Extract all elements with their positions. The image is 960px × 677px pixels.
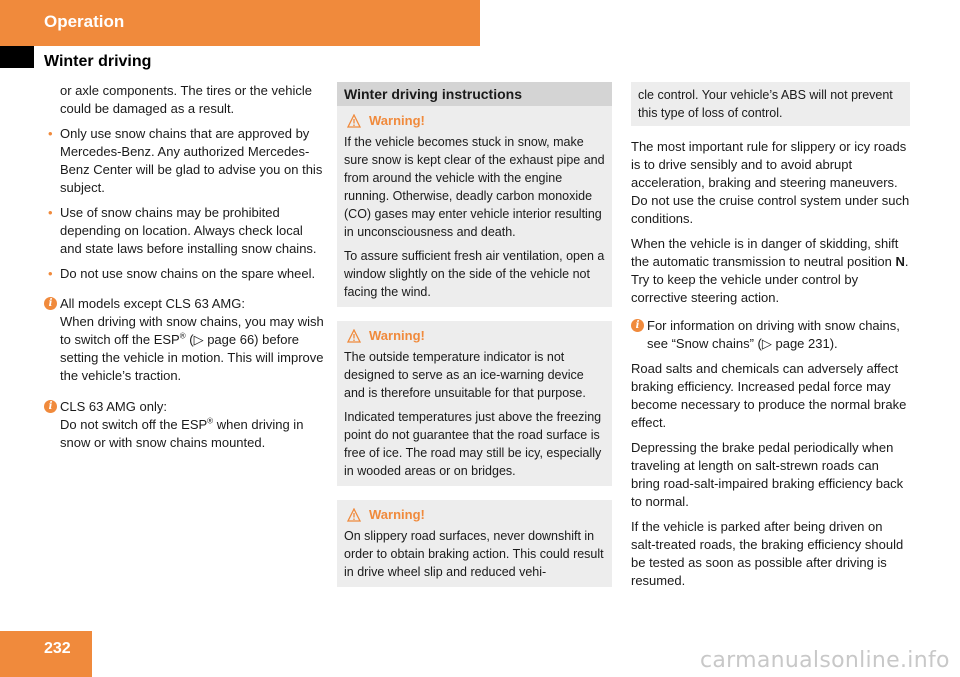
box-title: Winter driving instructions — [337, 82, 612, 106]
warning-label: Warning! — [369, 507, 425, 522]
page-number: 232 — [44, 640, 71, 657]
bullet-item: • Use of snow chains may be prohibited depending on location. Always check local and state laws before installing snow chains. — [48, 205, 317, 256]
chapter-title: Operation — [44, 12, 125, 31]
column-middle — [337, 82, 612, 601]
bullet-dot-icon: • — [48, 126, 53, 141]
warning-text: To assure sufficient fresh air ventilation, open a window slightly on the side of the vehicle not facing the wind. — [344, 249, 605, 299]
paragraph: The most important rule for slippery or icy roads is to drive sensibly and to avoid abrupt acceleration, braking and steering maneuvers. Do not use the cruise control system under such conditions. — [631, 139, 910, 226]
paragraph: Road salts and chemicals can adversely affect braking efficiency. Increased pedal force may become necessary to produce the normal brake effect. — [631, 361, 907, 430]
warning-box — [337, 500, 612, 587]
warning-box — [337, 106, 612, 307]
column-left — [44, 82, 326, 459]
info-icon: i — [44, 400, 57, 413]
warning-continued: cle control. Your vehicle’s ABS will not prevent this type of loss of control. — [631, 82, 910, 126]
section-marker — [0, 46, 34, 68]
paragraph: If the vehicle is parked after being driven on salt-treated roads, the braking efficiency should be tested as soon as possible after driving is resumed. — [631, 519, 904, 588]
warning-text: The outside temperature indicator is not designed to serve as an ice-warning device and is therefore unsuitable for that purpose. — [344, 350, 586, 400]
paragraph: When the vehicle is in danger of skidding, shift the automatic transmission to neutral position N. Try to keep the vehicle under control by corrective steering action. — [631, 236, 909, 305]
intro-text: or axle components. The tires or the vehicle could be damaged as a result. — [60, 83, 312, 116]
warning-text: If the vehicle becomes stuck in snow, make sure snow is kept clear of the exhaust pipe and from around the vehicle with the engine running. Otherwise, deadly carbon monoxide (CO) gases may enter vehicle interior resulting in unconsciousness and death. — [344, 135, 605, 239]
warning-text: On slippery road surfaces, never downshift in order to obtain braking action. This could result in drive wheel slip and reduced vehi- — [344, 529, 604, 579]
bullet-dot-icon: • — [48, 205, 53, 220]
bullet-item: • Do not use snow chains on the spare wheel. — [48, 266, 316, 281]
warning-text: Indicated temperatures just above the freezing point do not guarantee that the road surface is free of ice. The road may still be icy, especially in wooded areas or on bridges. — [344, 410, 602, 478]
info-note: i CLS 63 AMG only: Do not switch off the ESP® when driving in snow or with snow chains mounted. — [44, 398, 326, 452]
section-title: Winter driving — [44, 53, 152, 70]
warning-label: Warning! — [369, 113, 425, 128]
bullet-dot-icon: • — [48, 266, 53, 281]
warning-triangle-icon — [347, 508, 361, 522]
page-reference[interactable]: (▷ page 66) — [189, 332, 259, 347]
info-note: i All models except CLS 63 AMG: When driving with snow chains, you may wish to switch off the ESP® (▷ page 66) before setting the vehicle in motion. This will improve the vehicle’s traction. — [44, 295, 326, 385]
warning-label: Warning! — [369, 328, 425, 343]
column-right — [631, 82, 910, 597]
paragraph: Depressing the brake pedal periodically when traveling at length on salt-strewn roads can bring road-salt-impaired braking efficiency back to normal. — [631, 440, 904, 509]
info-icon: i — [44, 297, 57, 310]
info-note: i For information on driving with snow chains, see “Snow chains” (▷ page 231). — [631, 317, 910, 353]
bullet-item: • Only use snow chains that are approved by Mercedes-Benz. Any authorized Mercedes-Benz Center will be glad to advise you on this subject. — [48, 126, 323, 195]
warning-triangle-icon — [347, 329, 361, 343]
info-icon: i — [631, 319, 644, 332]
warning-box — [337, 321, 612, 486]
watermark: carmanualsonline.info — [700, 648, 950, 673]
warning-triangle-icon — [347, 114, 361, 128]
